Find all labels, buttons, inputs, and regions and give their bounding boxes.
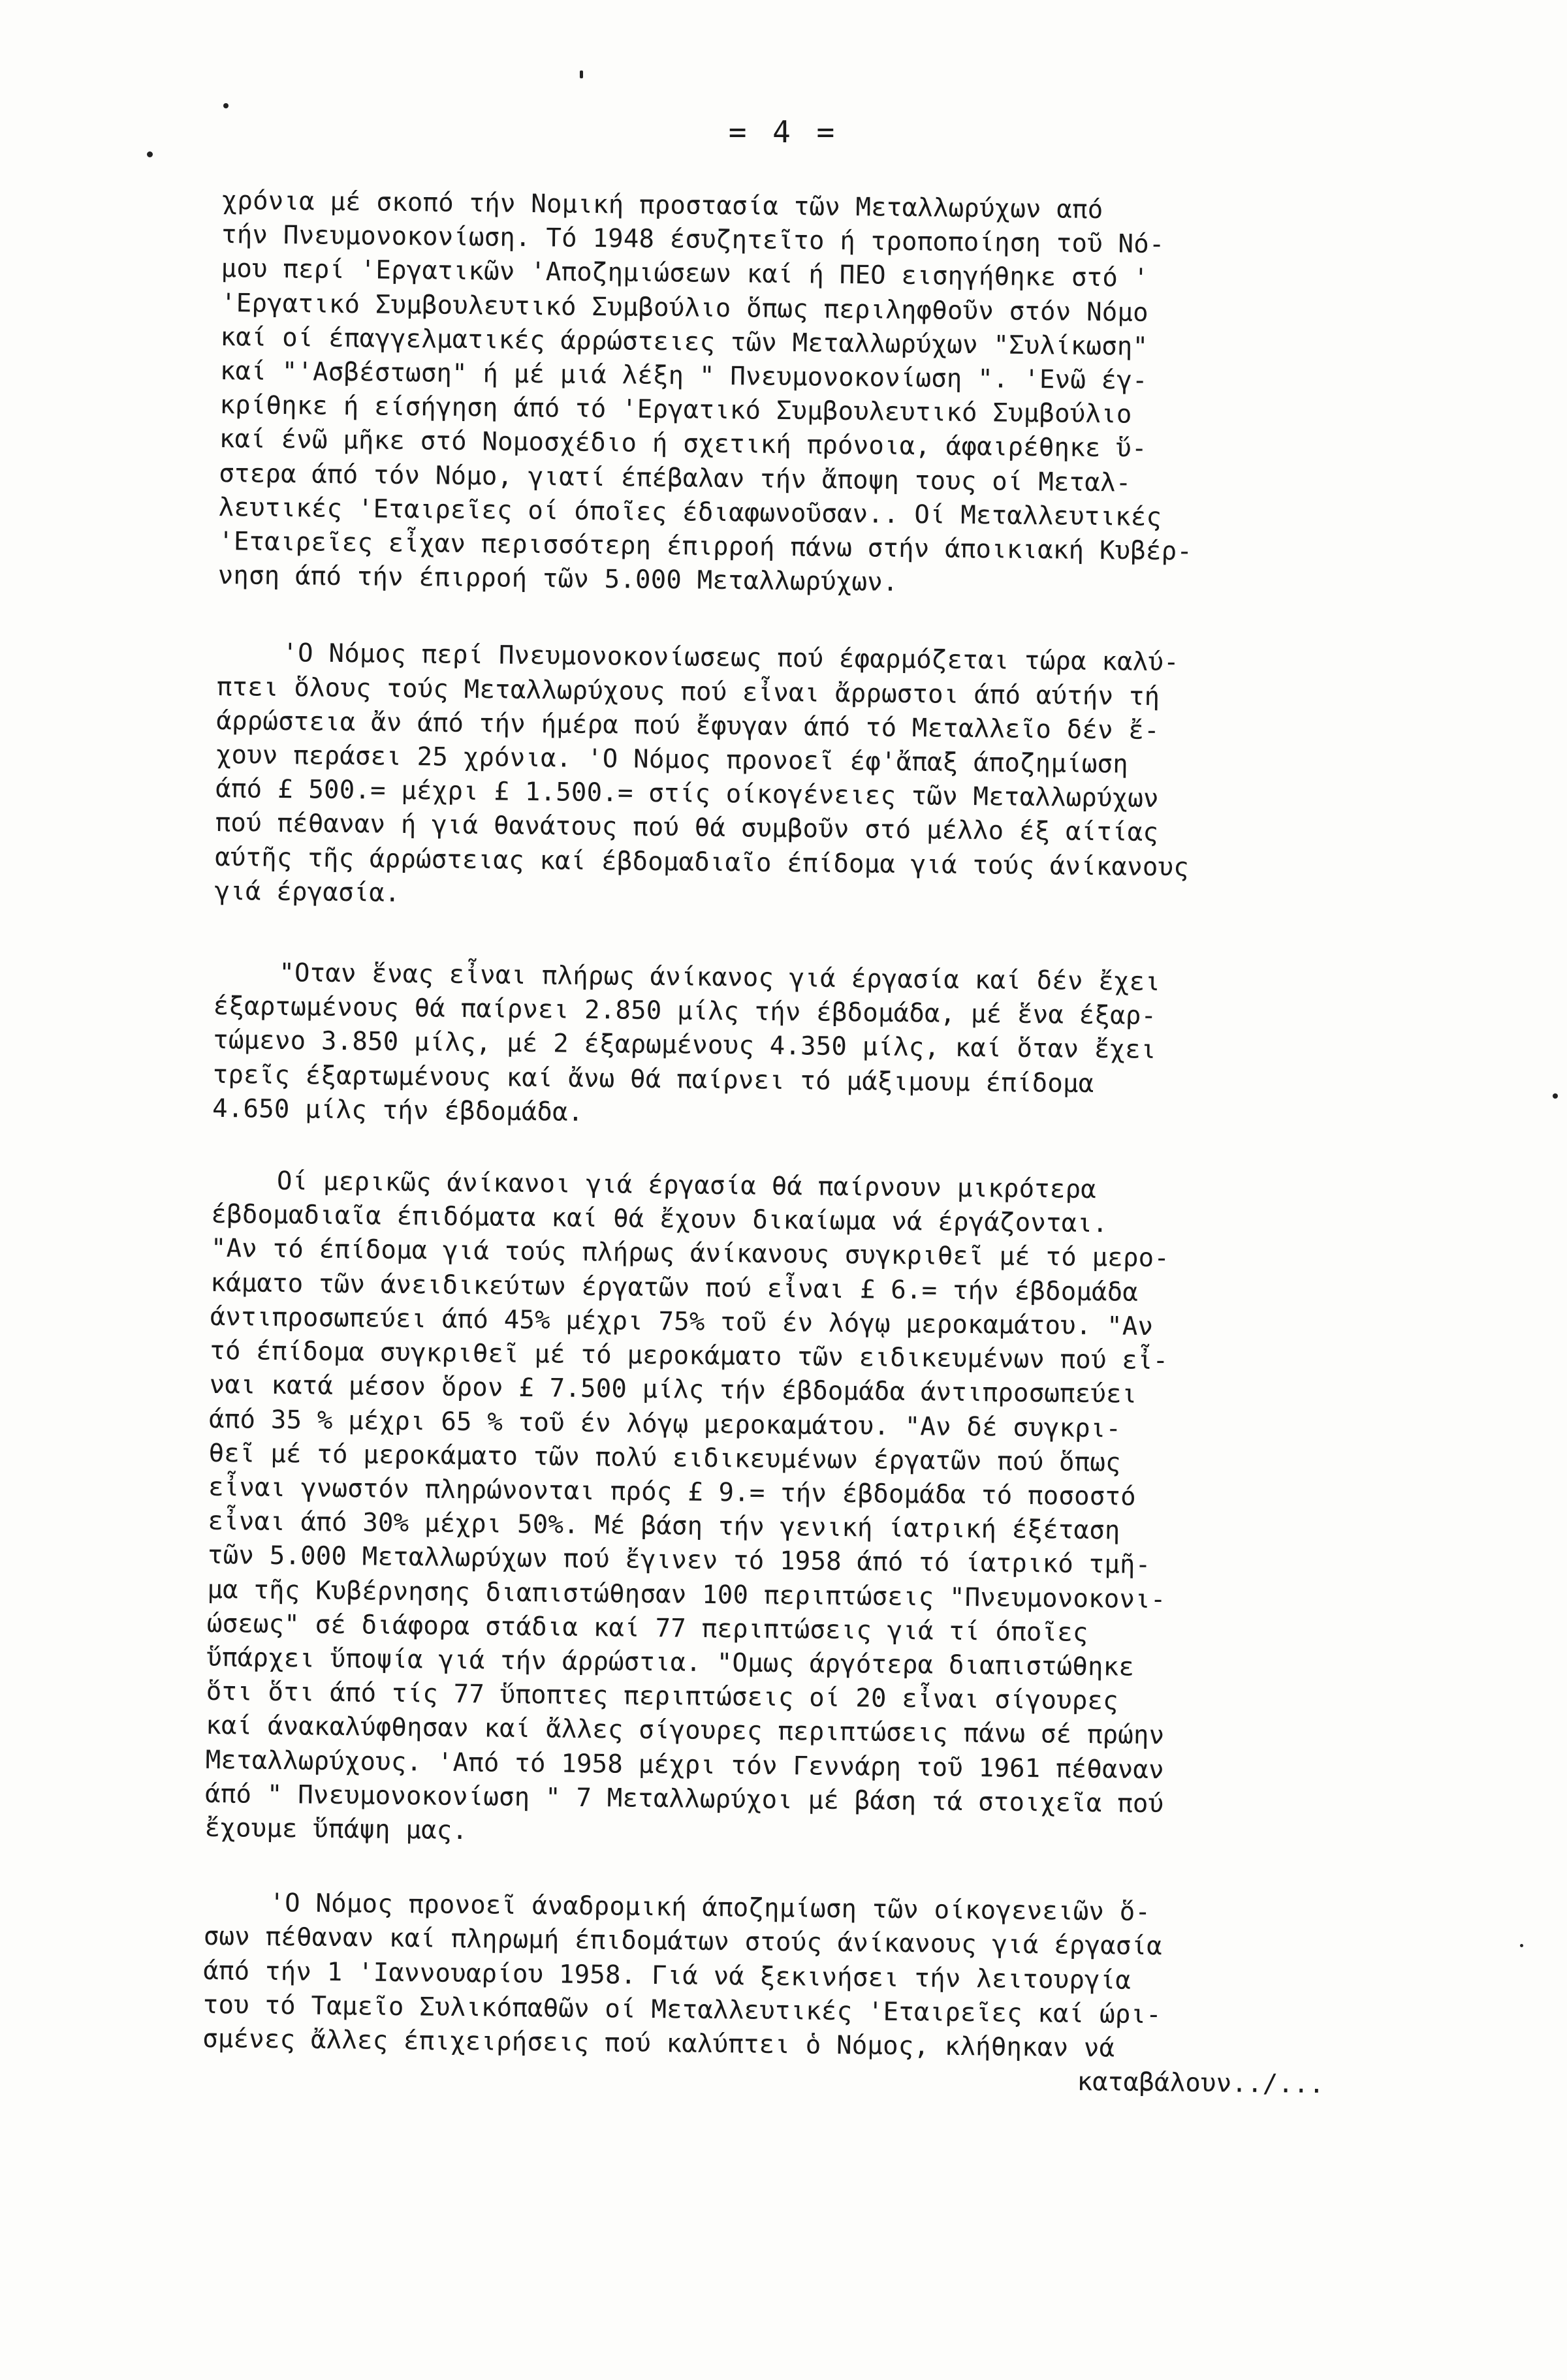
text-line: τήν Πνευμονοκονίωση. Τό 1948 έσυζητεῖτο ή τροποποίηση τοῦ Νό- [221, 220, 1165, 260]
text-line: ὅτι ὅτι άπό τίς 77 ὕποπτες περιπτώσεις οί 20 εἶναι σίγουρες [206, 1676, 1119, 1716]
text-line: χουν περάσει 25 χρόνια. 'Ο Νόμος προνοεῖ έφ'ἄπαξ άποζημίωση [215, 740, 1129, 779]
text-line: έβδομαδιαῖα έπιδόματα καί θά ἔχουν δικαίωμα νά έργάζονται. [211, 1200, 1109, 1239]
paragraph-3 [212, 956, 1481, 1139]
text-line: σμένες ἄλλες έπιχειρήσεις πού καλύπτει ὁ Νόμος, κλήθηκαν νά [202, 2024, 1115, 2063]
text-line: στερα άπό τόν Νόμο, γιατί έπέβαλαν τήν ἄποψη τους οί Μεταλ- [219, 458, 1132, 498]
paragraph-4 [204, 1164, 1478, 1858]
stray-dot-mark [223, 103, 229, 108]
text-line: μα τῆς Κυβέρνησης διαπιστώθησαν 100 περιπτώσεις "Πνευμονοκονι- [207, 1574, 1166, 1614]
stray-comma-mark [580, 70, 583, 78]
stray-dot-mark [1553, 1093, 1558, 1099]
paragraph-2 [214, 636, 1483, 922]
text-line: ώσεως" σέ διάφορα στάδια καί 77 περιπτώσεις γιά τί όποῖες [206, 1608, 1088, 1648]
text-line: νηση άπό τήν έπιρροή τῶν 5.000 Μεταλλωρύχων. [217, 561, 898, 598]
text-line: άπό " Πνευμονοκονίωση " 7 Μεταλλωρύχοι μέ βάση τά στοιχεῖα πού [204, 1779, 1164, 1819]
text-line: θεῖ μέ τό μεροκάματο τῶν πολύ ειδικευμένων έργατῶν πού ὅπως [208, 1438, 1121, 1478]
text-line: μου περί 'Εργατικῶν 'Αποζημιώσεων καί ή ΠΕΟ εισηγήθηκε στό ' [221, 254, 1149, 294]
text-line: τό έπίδομα συγκριθεῖ μέ τό μεροκάματο τῶν ειδικευμένων πού εἶ- [210, 1336, 1169, 1376]
text-line: άπό 35 % μέχρι 65 % τοῦ έν λόγῳ μεροκαμάτου. "Αν δέ συγκρι- [208, 1404, 1122, 1444]
text-line: άντιπροσωπεύει άπό 45% μέχρι 75% τοῦ έν λόγῳ μεροκαμάτου. "Αν [210, 1302, 1154, 1341]
text-line: εἶναι άπό 30% μέχρι 50%. Μέ βάση τήν γενική ίατρική έξέταση [208, 1506, 1120, 1546]
text-line: άπό £ 500.= μέχρι £ 1.500.= στίς οίκογένειες τῶν Μεταλλωρύχων [215, 774, 1159, 814]
text-line: 4.650 μίλς τήν έβδομάδα. [212, 1093, 584, 1127]
paragraph-1 [217, 184, 1488, 606]
text-line: καί άνακαλύφθησαν καί ἄλλες σίγουρες περιπτώσεις πάνω σέ πρώην [206, 1711, 1165, 1751]
text-line: καί οί έπαγγελματικές άρρώστειες τῶν Μεταλλωρύχων "Συλίκωση" [220, 322, 1148, 362]
paragraph-5 [202, 1886, 1470, 2104]
text-line: ὕπάρχει ὕποψία γιά τήν άρρώστια. "Ομως άργότερα διαπιστώθηκε [206, 1642, 1135, 1682]
text-line: "Αν τό έπίδομα γιά τούς πλήρως άνίκανους συγκριθεῖ μέ τό μερο- [210, 1234, 1170, 1274]
text-line: κάματο τῶν άνειδικεύτων έργατῶν πού εἶναι £ 6.= τήν έβδομάδα [210, 1268, 1139, 1307]
text-line: τώμενο 3.850 μίλς, μέ 2 έξαρωμένους 4.350 μίλς, καί ὅταν ἔχει [213, 1026, 1156, 1065]
text-line: τρεῖς έξαρτωμένους καί ἄνω θά παίρνει τό μάξιμουμ έπίδομα [212, 1059, 1094, 1099]
text-line: αύτῆς τῆς άρρώστειας καί έβδομαδιαῖο έπίδομα γιά τούς άνίκανους [214, 842, 1190, 883]
text-line: καί "'Ασβέστωση" ή μέ μιά λέξη " Πνευμονοκονίωση ". 'Ενῶ έγ- [219, 356, 1148, 396]
text-line: άρρώστεια ἄν άπό τήν ήμέρα πού ἔφυγαν άπό τό Μεταλλεῖο δέν ἔ- [216, 706, 1160, 745]
text-line: ἔχουμε ὕπάψη μας. [204, 1813, 468, 1846]
text-line: ναι κατά μέσον ὅρον £ 7.500 μίλς τήν έβδομάδα άντιπροσωπεύει [209, 1370, 1137, 1410]
text-line: κρίθηκε ή είσήγηση άπό τό 'Εργατικό Συμβουλευτικό Συμβούλιο [219, 390, 1132, 430]
text-line: του τό Ταμεῖο Συλικόπαθῶν οί Μεταλλευτικές 'Εταιρεῖες καί ώρι- [202, 1990, 1162, 2029]
text-line: Οί μερικῶς άνίκανοι γιά έργασία θά παίρνουν μικρότερα [276, 1167, 1097, 1205]
text-line: 'Ο Νόμος προνοεῖ άναδρομική άποζημίωση τῶν οίκογενειῶν ὅ- [269, 1888, 1151, 1928]
text-line: λευτικές 'Εταιρεῖες οί όποῖες έδιαφωνοῦσαν.. Οί Μεταλλευτικές [218, 492, 1162, 532]
text-line: πού πέθαναν ή γιά θανάτους πού θά συμβοῦν στό μέλλο έξ αίτίας [215, 808, 1159, 848]
text-line: καί ένῶ μῆκε στό Νομοσχέδιο ή σχετική πρόνοια, άφαιρέθηκε ὕ- [219, 424, 1147, 464]
text-line: 'Ο Νόμος περί Πνευμονοκονίωσεως πού έφαρμόζεται τώρα καλύ- [282, 638, 1180, 678]
text-line: χρόνια μέ σκοπό τήν Νομική προστασία τῶν Μεταλλωρύχων από [221, 185, 1103, 225]
text-line: "Οταν ἕνας εἶναι πλήρως άνίκανος γιά έργασία καί δέν ἔχει [279, 958, 1161, 997]
page-number: = 4 = [728, 114, 839, 149]
stray-dot-mark [147, 151, 153, 157]
text-line: εἶναι γνωστόν πληρώνονται πρός £ 9.= τήν έβδομάδα τό ποσοστό [208, 1472, 1137, 1512]
continuation-marker: καταβάλουν../... [1077, 2067, 1325, 2099]
text-line: γιά έργασία. [214, 876, 401, 908]
text-line: 'Εταιρεῖες εἶχαν περισσότερη έπιρροή πάνω στήν άποικιακή Κυβέρ- [218, 527, 1193, 567]
text-line: 'Εργατικό Συμβουλευτικό Συμβούλιο ὅπως περιληφθοῦν στόν Νόμο [220, 288, 1149, 328]
text-line: σων πέθαναν καί πληρωμή έπιδομάτων στούς άνίκανους γιά έργασία [203, 1922, 1163, 1962]
body-text [202, 184, 1488, 2104]
text-line: τῶν 5.000 Μεταλλωρύχων πού ἔγινεν τό 1958 άπό τό ίατρικό τμῆ- [207, 1541, 1151, 1580]
text-line: πτει ὅλους τούς Μεταλλωρύχους πού εἶναι ἄρρωστοι άπό αύτήν τή [216, 672, 1160, 712]
stray-dot-mark [1520, 1944, 1523, 1947]
text-line: έξαρτωμένους θά παίρνει 2.850 μίλς τήν έβδομάδα, μέ ἕνα έξαρ- [213, 992, 1157, 1031]
text-line: άπό τήν 1 'Ιαννουαρίου 1958. Γιά νά ξεκινήσει τήν λειτουργία [203, 1956, 1132, 1996]
text-line: Μεταλλωρύχους. 'Από τό 1958 μέχρι τόν Γεννάρη τοῦ 1961 πέθαναν [205, 1745, 1165, 1785]
